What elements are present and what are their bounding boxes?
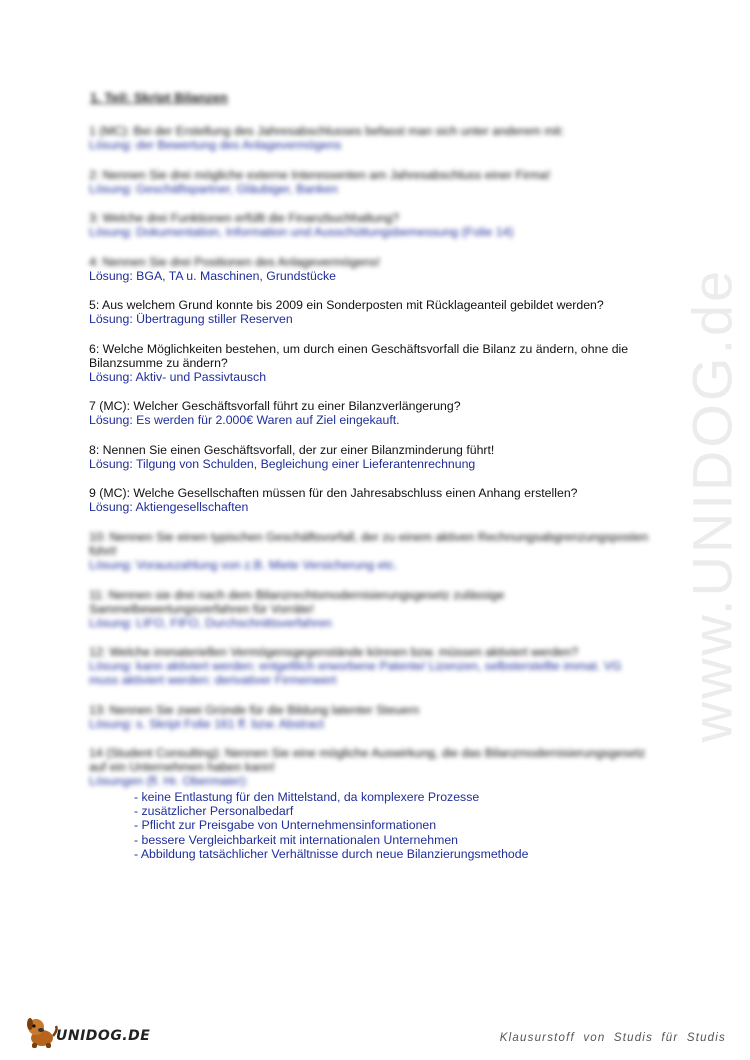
unidog-logo <box>24 1014 150 1050</box>
list-item: - Abbildung tatsächlicher Verhältnisse durch neue Bilanzierungsmethode <box>134 846 529 861</box>
question-text: 8: Nennen Sie einen Geschäftsvorfall, der zur einer Bilanzminderung führt! <box>89 443 495 457</box>
question-text: 10: Nennen Sie einen typischen Geschäftsvorfall, der zu einem aktiven Rechnungsabgrenzungsposten führt! <box>89 530 649 558</box>
answer-text: Lösung: der Bewertung des Anlagevermögens <box>89 138 342 152</box>
question-text: 3: Welche drei Funktionen erfüllt die Finanzbuchhaltung? <box>89 211 400 225</box>
answer-text: Lösung: Vorauszahlung von z.B. Miete Versicherung etc. <box>89 558 398 572</box>
question-text: 5: Aus welchem Grund konnte bis 2009 ein Sonderposten mit Rücklageanteil gebildet werden? <box>89 298 604 312</box>
answer-text: Lösung: Tilgung von Schulden, Begleichung einer Lieferantenrechnung <box>89 457 476 471</box>
question-text: 13: Nennen Sie zwei Gründe für die Bildung latenter Steuern <box>89 703 420 717</box>
question-text: 2: Nennen Sie drei mögliche externe Interessenten am Jahresabschluss einer Firma! <box>89 168 551 182</box>
question-item <box>89 211 654 239</box>
question-text: 14 (Student Consulting): Nennen Sie eine mögliche Auswirkung, die das Bilanzmodernisierungsgesetz auf ein Unternehmen haben kann! <box>89 746 646 774</box>
question-item <box>89 530 654 572</box>
question-text: 7 (MC): Welcher Geschäftsvorfall führt zu einer Bilanzverlängerung? <box>89 399 461 413</box>
question-item <box>89 703 654 731</box>
answer-text: Lösung: Aktiv- und Passivtausch <box>89 370 267 384</box>
question-text: 4: Nennen Sie drei Positionen des Anlagevermögens! <box>89 255 381 269</box>
question-item <box>89 399 654 427</box>
question-item <box>89 298 654 326</box>
question-item <box>89 255 654 283</box>
answer-text: Lösung: kann aktiviert werden: entgeltlich erworbene Patente/ Lizenzen, selbsterstellte immat. VG muss aktiviert werden: derivativer Firmenwert <box>89 659 622 687</box>
answer-text: Lösung: Dokumentation, Information und Ausschüttungsbemessung (Folie 14) <box>89 225 514 239</box>
question-text: 11: Nennen sie drei nach dem Bilanzrechtsmodernisierungsgesetz zulässige Sammelbewertungsverfahren für Vorräte! <box>89 588 505 616</box>
question-item <box>89 588 654 630</box>
dog-icon <box>24 1014 60 1050</box>
question-text: 6: Welche Möglichkeiten bestehen, um durch einen Geschäftsvorfall die Bilanz zu ändern, ohne die Bilanzsumme zu ändern? <box>89 342 629 370</box>
answer-text: Lösung: s. Skript Folie 161 ff. bzw. Abstract <box>89 717 324 731</box>
question-text: 9 (MC): Welche Gesellschaften müssen für den Jahresabschluss einen Anhang erstellen? <box>89 486 578 500</box>
question-item <box>89 124 654 152</box>
answer-text: Lösung: Geschäftspartner, Gläubiger, Banken <box>89 182 338 196</box>
question-item <box>89 342 654 384</box>
answer-text: Lösung: Aktiengesellschaften <box>89 500 249 514</box>
list-item: - Pflicht zur Preisgabe von Unternehmensinformationen <box>134 818 437 833</box>
answer-text: Lösung: BGA, TA u. Maschinen, Grundstücke <box>89 269 336 283</box>
question-item <box>89 746 654 788</box>
watermark: www.UNIDOG.de <box>680 267 744 743</box>
list-item: - zusätzlicher Personalbedarf <box>134 804 294 819</box>
answer-text: Lösung: LIFO, FIFO, Durchschnittsverfahren <box>89 616 332 630</box>
question-item <box>89 168 654 196</box>
answer-text: Lösung: Es werden für 2.000€ Waren auf Ziel eingekauft. <box>89 413 400 427</box>
answer-text: Lösungen (fl. Hr. Obermaier): <box>89 774 249 788</box>
question-text: 12: Welche immateriellen Vermögensgegenstände können bzw. müssen aktiviert werden? <box>89 645 579 659</box>
list-item: - bessere Vergleichbarkeit mit internationalen Unternehmen <box>134 832 458 847</box>
question-text: 1 (MC): Bei der Erstellung des Jahresabschlusses befasst man sich unter anderem mit: <box>89 124 565 138</box>
answer-text: Lösung: Übertragung stiller Reserven <box>89 312 293 326</box>
list-item: - keine Entlastung für den Mittelstand, da komplexere Prozesse <box>134 790 480 804</box>
question-item <box>89 486 654 514</box>
section-heading: 1. Teil: Skript Bilanzen <box>90 90 228 105</box>
logo-text: UNIDOG.DE <box>56 1028 151 1044</box>
question-item <box>89 645 654 687</box>
answer-bullet-list <box>134 790 528 861</box>
footer-tagline: Klausurstoff von Studis für Studis <box>499 1032 726 1044</box>
question-item <box>89 443 654 471</box>
